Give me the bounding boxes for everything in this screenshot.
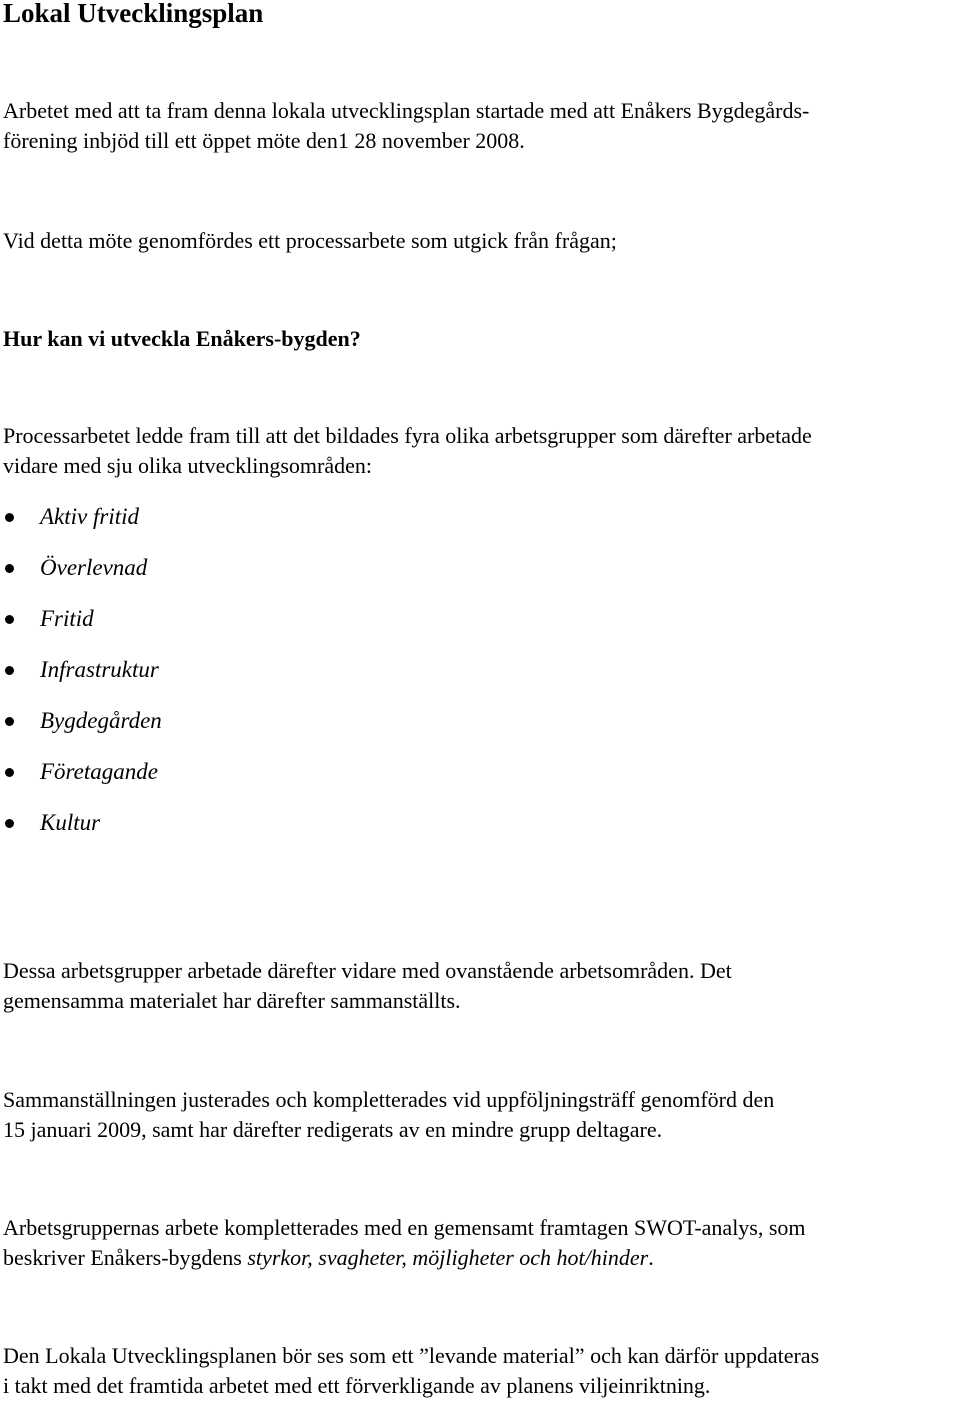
living-document-line-1: Den Lokala Utvecklingsplanen bör ses som ett ”levande material” och kan därför uppdateras [3, 1343, 820, 1368]
bullet-icon [5, 717, 14, 726]
development-areas-list [0, 500, 162, 857]
compilation-line-1: Dessa arbetsgrupper arbetade därefter vidare med ovanstående arbetsområden. Det [3, 958, 732, 983]
list-item [0, 704, 162, 755]
swot-line-1: Arbetsgruppernas arbete kompletterades med en gemensamt framtagen SWOT-analys, som [3, 1215, 806, 1240]
bullet-icon [5, 666, 14, 675]
list-item [0, 653, 162, 704]
swot-paragraph [3, 1213, 806, 1273]
compilation-line-2: gemensamma materialet har därefter sammanställts. [3, 988, 461, 1013]
workgroups-line-1: Processarbetet ledde fram till att det bildades fyra olika arbetsgrupper som därefter arbetade [3, 423, 812, 448]
list-item-label: Fritid [40, 606, 94, 631]
bullet-icon [5, 819, 14, 828]
list-item [0, 806, 162, 857]
swot-line-2-end: . [648, 1245, 654, 1270]
intro-paragraph [3, 96, 809, 156]
document-title: Lokal Utvecklingsplan [3, 0, 264, 28]
swot-terms: styrkor, svagheter, möjligheter och hot/hinder [247, 1245, 649, 1270]
list-item [0, 500, 162, 551]
bullet-icon [5, 615, 14, 624]
guiding-question: Hur kan vi utveckla Enåkers-bygden? [3, 326, 361, 351]
followup-paragraph [3, 1085, 774, 1145]
list-item-label: Bygdegården [40, 708, 162, 733]
intro-line-1: Arbetet med att ta fram denna lokala utvecklingsplan startade med att Enåkers Bygdegårds- [3, 98, 810, 123]
living-document-paragraph [3, 1341, 819, 1401]
list-item [0, 602, 162, 653]
list-item-label: Företagande [40, 759, 158, 784]
compilation-paragraph [3, 956, 732, 1016]
bullet-icon [5, 768, 14, 777]
living-document-line-2: i takt med det framtida arbetet med ett förverkligande av planens viljeinriktning. [3, 1373, 711, 1398]
workgroups-line-2: vidare med sju olika utvecklingsområden: [3, 453, 373, 478]
followup-line-1: Sammanställningen justerades och kompletterades vid uppföljningsträff genomförd den [3, 1087, 775, 1112]
list-item-label: Aktiv fritid [40, 504, 140, 529]
bullet-icon [5, 513, 14, 522]
followup-line-2: 15 januari 2009, samt har därefter redigerats av en mindre grupp deltagare. [3, 1117, 663, 1142]
list-item-label: Överlevnad [40, 555, 148, 580]
workgroups-paragraph [3, 421, 812, 481]
list-item-label: Infrastruktur [40, 657, 159, 682]
swot-line-2-text: beskriver Enåkers-bygdens [3, 1245, 248, 1270]
process-paragraph: Vid detta möte genomfördes ett processarbete som utgick från frågan; [3, 228, 617, 253]
list-item-label: Kultur [40, 810, 101, 835]
list-item [0, 551, 162, 602]
list-item [0, 755, 162, 806]
swot-line-2 [3, 1243, 806, 1273]
intro-line-2: förening inbjöd till ett öppet möte den1 28 november 2008. [3, 128, 525, 153]
bullet-icon [5, 564, 14, 573]
